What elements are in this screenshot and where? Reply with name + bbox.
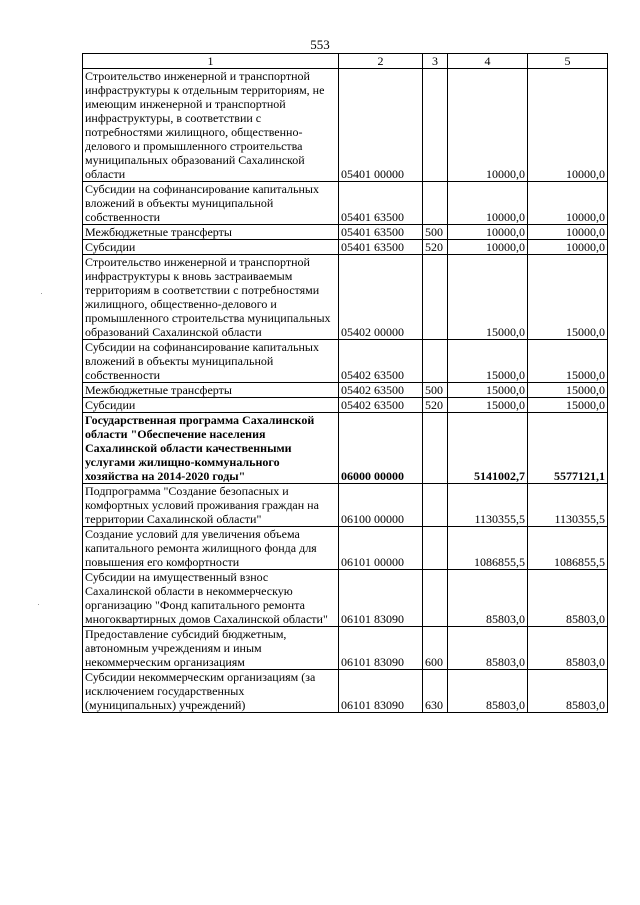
table-row <box>83 413 608 484</box>
row-code-cell: 06101 83090 <box>339 570 423 627</box>
row-type-cell <box>423 484 448 527</box>
row-name-cell: Субсидии на софинансирование капитальных вложений в объекты муниципальной собственности <box>83 182 339 225</box>
row-name-cell: Субсидии <box>83 240 339 255</box>
row-code-cell: 05402 63500 <box>339 340 423 383</box>
scan-speck <box>41 293 42 294</box>
row-name-cell: Субсидии на имущественный взнос Сахалинской области в некоммерческую организацию "Фонд капитального ремонта многоквартирных домов Сахалинской области" <box>83 570 339 627</box>
table-row <box>83 527 608 570</box>
row-value-4-cell: 15000,0 <box>448 383 528 398</box>
table-row <box>83 69 608 182</box>
row-name-cell: Предоставление субсидий бюджетным, автономным учреждениям и иным некоммерческим организациям <box>83 627 339 670</box>
row-value-5-cell: 85803,0 <box>528 670 608 713</box>
row-type-cell <box>423 527 448 570</box>
row-type-cell: 520 <box>423 240 448 255</box>
row-value-5-cell: 15000,0 <box>528 398 608 413</box>
row-value-5-cell: 15000,0 <box>528 383 608 398</box>
row-type-cell <box>423 255 448 340</box>
row-code-cell: 06000 00000 <box>339 413 423 484</box>
scan-speck <box>38 604 39 605</box>
row-value-5-cell: 1086855,5 <box>528 527 608 570</box>
row-code-cell: 06101 83090 <box>339 670 423 713</box>
row-code-cell: 06101 00000 <box>339 527 423 570</box>
row-value-5-cell: 10000,0 <box>528 225 608 240</box>
row-type-cell: 520 <box>423 398 448 413</box>
row-code-cell: 05401 63500 <box>339 182 423 225</box>
row-name-cell: Межбюджетные трансферты <box>83 383 339 398</box>
header-cell-1: 1 <box>83 54 339 69</box>
table-row <box>83 383 608 398</box>
table-row <box>83 398 608 413</box>
table-row <box>83 255 608 340</box>
row-name-cell: Субсидии <box>83 398 339 413</box>
row-value-4-cell: 15000,0 <box>448 255 528 340</box>
row-value-4-cell: 5141002,7 <box>448 413 528 484</box>
table-row <box>83 570 608 627</box>
row-type-cell <box>423 182 448 225</box>
row-code-cell: 05401 63500 <box>339 240 423 255</box>
budget-table <box>82 53 608 713</box>
row-value-5-cell: 10000,0 <box>528 182 608 225</box>
row-name-cell: Строительство инженерной и транспортной инфраструктуры к отдельным территориям, не имеющим инженерной и транспортной инфраструктуры, в соответствии с потребностями жилищного, общественно-делового и промышленного строительства муниципальных образований Сахалинской области <box>83 69 339 182</box>
table-row <box>83 182 608 225</box>
page-number: 553 <box>310 37 330 52</box>
table-row <box>83 484 608 527</box>
row-code-cell: 05401 63500 <box>339 225 423 240</box>
row-value-5-cell: 85803,0 <box>528 627 608 670</box>
row-value-5-cell: 10000,0 <box>528 240 608 255</box>
table-row <box>83 240 608 255</box>
header-cell-4: 4 <box>448 54 528 69</box>
row-value-4-cell: 10000,0 <box>448 240 528 255</box>
row-name-cell: Строительство инженерной и транспортной инфраструктуры к вновь застраиваемым территориям в соответствии с потребностями жилищного, общественно-делового и промышленного строительства муниципальных образований Сахалинской области <box>83 255 339 340</box>
row-type-cell <box>423 340 448 383</box>
row-value-4-cell: 15000,0 <box>448 340 528 383</box>
table-row <box>83 670 608 713</box>
row-type-cell <box>423 413 448 484</box>
table-row <box>83 627 608 670</box>
row-value-4-cell: 85803,0 <box>448 570 528 627</box>
row-type-cell: 630 <box>423 670 448 713</box>
row-code-cell: 05402 00000 <box>339 255 423 340</box>
row-name-cell: Субсидии на софинансирование капитальных вложений в объекты муниципальной собственности <box>83 340 339 383</box>
row-code-cell: 05401 00000 <box>339 69 423 182</box>
row-value-5-cell: 5577121,1 <box>528 413 608 484</box>
row-code-cell: 05402 63500 <box>339 398 423 413</box>
row-value-4-cell: 10000,0 <box>448 69 528 182</box>
row-value-5-cell: 85803,0 <box>528 570 608 627</box>
row-type-cell: 500 <box>423 225 448 240</box>
row-name-cell: Субсидии некоммерческим организациям (за исключением государственных (муниципальных) учреждений) <box>83 670 339 713</box>
header-cell-5: 5 <box>528 54 608 69</box>
row-type-cell: 600 <box>423 627 448 670</box>
row-value-4-cell: 10000,0 <box>448 182 528 225</box>
row-type-cell <box>423 69 448 182</box>
row-value-4-cell: 85803,0 <box>448 627 528 670</box>
row-value-5-cell: 15000,0 <box>528 340 608 383</box>
row-code-cell: 06100 00000 <box>339 484 423 527</box>
row-code-cell: 05402 63500 <box>339 383 423 398</box>
row-value-5-cell: 10000,0 <box>528 69 608 182</box>
table-header-row <box>83 54 608 69</box>
row-type-cell <box>423 570 448 627</box>
row-code-cell: 06101 83090 <box>339 627 423 670</box>
row-value-5-cell: 15000,0 <box>528 255 608 340</box>
row-value-4-cell: 10000,0 <box>448 225 528 240</box>
row-value-5-cell: 1130355,5 <box>528 484 608 527</box>
row-value-4-cell: 1086855,5 <box>448 527 528 570</box>
row-name-cell: Подпрограмма "Создание безопасных и комфортных условий проживания граждан на территории Сахалинской области" <box>83 484 339 527</box>
table-row <box>83 225 608 240</box>
header-cell-2: 2 <box>339 54 423 69</box>
table-row <box>83 340 608 383</box>
row-value-4-cell: 15000,0 <box>448 398 528 413</box>
row-name-cell: Межбюджетные трансферты <box>83 225 339 240</box>
row-value-4-cell: 1130355,5 <box>448 484 528 527</box>
row-name-cell: Государственная программа Сахалинской области "Обеспечение населения Сахалинской области качественными услугами жилищно-коммунального хозяйства на 2014-2020 годы" <box>83 413 339 484</box>
row-name-cell: Создание условий для увеличения объема капитального ремонта жилищного фонда для повышения его комфортности <box>83 527 339 570</box>
row-type-cell: 500 <box>423 383 448 398</box>
header-cell-3: 3 <box>423 54 448 69</box>
row-value-4-cell: 85803,0 <box>448 670 528 713</box>
